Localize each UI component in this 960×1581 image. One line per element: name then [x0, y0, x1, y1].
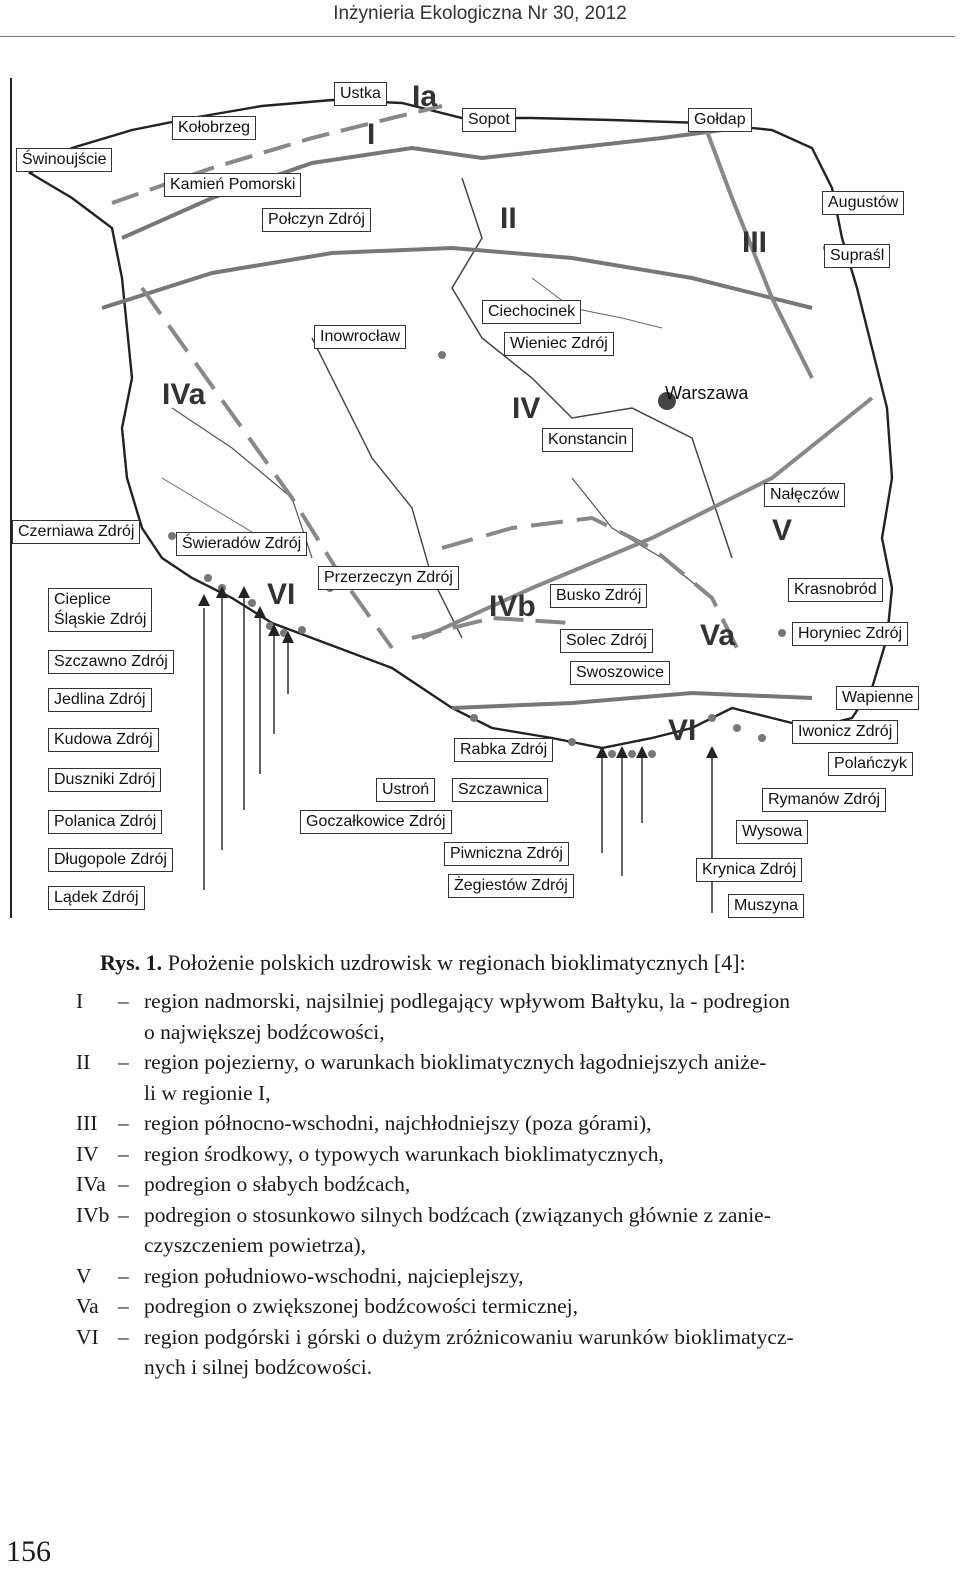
place-label-konstancin: Konstancin [542, 428, 633, 452]
place-label-swinoujscie: Świnoujście [16, 148, 112, 172]
place-label-zegiestow: Żegiestów Zdrój [448, 874, 574, 898]
legend-code: IVb [76, 1202, 110, 1227]
place-label-wapienne: Wapienne [836, 686, 919, 710]
place-label-czerniawa: Czerniawa Zdrój [12, 520, 140, 544]
place-label-goldap: Gołdap [688, 108, 752, 132]
region-label-Va: Va [700, 619, 736, 652]
place-label-polanczyk: Polańczyk [828, 752, 913, 776]
place-label-cieplice-line1: Cieplice [54, 591, 111, 608]
place-label-ciechocinek: Ciechocinek [482, 300, 581, 324]
legend-continuation: li w regionie I, [144, 1080, 271, 1105]
place-label-przerzeczyn: Przerzeczyn Zdrój [318, 566, 459, 590]
legend-dash: – [118, 1141, 129, 1166]
legend-row [76, 1169, 882, 1200]
legend-text: region pojezierny, o warunkach bioklimatycznych łagodniejszych aniże- [144, 1050, 767, 1074]
legend-dash: – [118, 1263, 129, 1288]
legend-dash: – [118, 989, 129, 1013]
region-label-IV: IV [512, 392, 541, 425]
region-label-II: II [500, 202, 517, 235]
legend-code: Va [76, 1294, 99, 1318]
place-label-wysowa: Wysowa [736, 820, 808, 844]
place-label-sopot: Sopot [462, 108, 516, 132]
running-header [0, 0, 960, 36]
legend-code: VI [76, 1324, 99, 1349]
legend-row [76, 986, 882, 1017]
legend-dash: – [118, 1172, 129, 1196]
legend-dash: – [118, 1324, 129, 1349]
legend-code: III [76, 1111, 98, 1135]
legend-code: IVa [76, 1172, 106, 1196]
legend-text: region podgórski i górski o dużym zróżnicowaniu warunków bioklimatycz- [144, 1324, 794, 1349]
legend-text: podregion o słabych bodźcach, [144, 1172, 411, 1196]
place-label-szczawnica: Szczawnica [452, 778, 548, 802]
region-label-III: III [742, 226, 768, 259]
legend-row [76, 1322, 882, 1353]
legend-code: IV [76, 1141, 99, 1166]
running-title: Inżynieria Ekologiczna Nr 30, 2012 [333, 3, 627, 24]
place-label-suprasl: Supraśl [824, 244, 890, 268]
legend-row [76, 1261, 882, 1292]
legend-text: region nadmorski, najsilniej podlegający wpływom Bałtyku, la - podregion [144, 989, 791, 1013]
place-label-augustow: Augustów [822, 191, 904, 215]
place-label-wieniec: Wieniec Zdrój [504, 332, 614, 356]
legend-row [76, 1139, 882, 1170]
legend-dash: – [118, 1294, 129, 1318]
legend-continuation: o największej bodźcowości, [144, 1019, 385, 1044]
legend-row [76, 1047, 882, 1078]
header-rule [0, 36, 955, 37]
place-label-iwonicz: Iwonicz Zdrój [792, 720, 898, 744]
place-label-kudowa: Kudowa Zdrój [48, 728, 159, 752]
legend-row [76, 1200, 882, 1231]
place-label-ladek: Lądek Zdrój [48, 886, 145, 910]
place-label-polczyn: Połczyn Zdrój [262, 208, 371, 232]
place-label-krasnobrod: Krasnobród [788, 578, 883, 602]
place-label-swieradow: Świeradów Zdrój [176, 532, 307, 556]
legend-dash: – [118, 1050, 129, 1074]
place-label-muszyna: Muszyna [728, 894, 804, 918]
place-label-ustron: Ustroń [376, 778, 435, 802]
legend-row [76, 1108, 882, 1139]
place-label-szczawno: Szczawno Zdrój [48, 650, 174, 674]
legend-row [76, 1291, 882, 1322]
region-label-IVb: IVb [489, 590, 536, 623]
place-label-kolobrzeg: Kołobrzeg [172, 116, 256, 140]
place-label-krynica: Krynica Zdrój [696, 858, 802, 882]
region-label-V: V [772, 514, 793, 547]
place-label-swoszowice: Swoszowice [570, 661, 670, 685]
legend-text: podregion o zwiększonej bodźcowości termicznej, [144, 1294, 579, 1318]
legend-text: region środkowy, o typowych warunkach bioklimatycznych, [144, 1141, 664, 1166]
legend-text: region południowo-wschodni, najcieplejszy, [144, 1263, 524, 1288]
figure-caption [100, 948, 746, 978]
legend-text: podregion o stosunkowo silnych bodźcach (związanych głównie z zanie- [144, 1202, 771, 1227]
place-label-duszniki: Duszniki Zdrój [48, 768, 161, 792]
place-label-rabka: Rabka Zdrój [454, 738, 553, 762]
place-label-warszawa: Warszawa [665, 383, 749, 403]
place-label-cieplice [48, 588, 152, 632]
place-label-inowroclaw: Inowrocław [314, 325, 406, 349]
legend-code: II [76, 1050, 91, 1074]
legend-dash: – [118, 1111, 129, 1135]
place-label-jedlina: Jedlina Zdrój [48, 688, 152, 712]
region-label-IVa: IVa [162, 378, 206, 411]
legend-code: I [76, 989, 84, 1013]
place-label-solec: Solec Zdrój [560, 629, 653, 653]
region-label-Ia: Ia [412, 80, 438, 113]
figure-label: Rys. 1. [100, 950, 163, 975]
region-label-VI-east: VI [668, 714, 697, 747]
place-label-polanica: Polanica Zdrój [48, 810, 162, 834]
place-label-naleczow: Nałęczów [764, 483, 845, 507]
bioclimatic-map [10, 78, 914, 918]
legend-text: region północno-wschodni, najchłodniejszy (poza górami), [144, 1111, 652, 1135]
place-label-piwniczna: Piwniczna Zdrój [444, 842, 569, 866]
legend-code: V [76, 1263, 92, 1288]
place-label-goczalkowice: Goczałkowice Zdrój [300, 810, 452, 834]
place-label-cieplice-line2: Śląskie Zdrój [54, 611, 147, 628]
legend-dash: – [118, 1202, 129, 1227]
region-legend [76, 986, 882, 1383]
place-label-ustka: Ustka [334, 82, 387, 106]
page-number: 156 [6, 1535, 51, 1568]
legend-continuation: nych i silnej bodźcowości. [144, 1355, 373, 1379]
region-label-VI-west: VI [267, 578, 296, 611]
place-label-kamien: Kamień Pomorski [164, 173, 301, 197]
place-label-rymanow: Rymanów Zdrój [762, 788, 886, 812]
place-label-busko: Busko Zdrój [550, 584, 647, 608]
place-label-horyniec: Horyniec Zdrój [792, 622, 908, 646]
place-label-dlugopole: Długopole Zdrój [48, 848, 173, 872]
legend-continuation: czyszczeniem powietrza), [144, 1233, 367, 1257]
region-label-I: I [367, 118, 376, 151]
figure-caption-text: Położenie polskich uzdrowisk w regionach bioklimatycznych [4]: [162, 950, 746, 975]
